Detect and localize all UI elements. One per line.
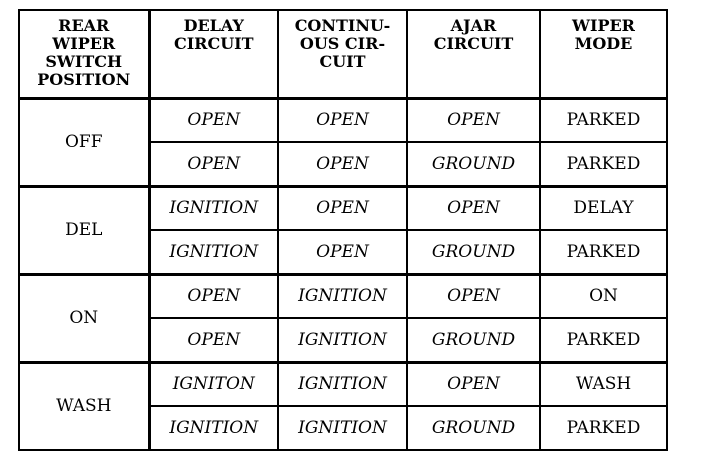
switch-position-cell: DEL: [19, 186, 149, 274]
switch-position-cell: ON: [19, 274, 149, 362]
rear-wiper-logic-table: [18, 9, 668, 451]
continuous-circuit-cell: IGNITION: [278, 274, 407, 318]
switch-position-cell: WASH: [19, 362, 149, 450]
table-row: [19, 186, 667, 230]
wiper-mode-cell: PARKED: [540, 98, 667, 142]
header-delay-circuit: [149, 10, 278, 98]
continuous-circuit-cell: OPEN: [278, 98, 407, 142]
delay-circuit-cell: IGNITION: [149, 186, 278, 230]
switch-position-cell: OFF: [19, 98, 149, 186]
header-line: SWITCH: [45, 52, 123, 71]
delay-circuit-cell: OPEN: [149, 274, 278, 318]
header-row: [19, 10, 667, 98]
wiper-mode-cell: WASH: [540, 362, 667, 406]
header-line: AJAR: [450, 16, 497, 35]
continuous-circuit-cell: OPEN: [278, 142, 407, 186]
ajar-circuit-cell: OPEN: [407, 362, 540, 406]
header-line: CONTINU-: [294, 16, 391, 35]
table-row: [19, 362, 667, 406]
header-line: WIPER: [52, 34, 116, 53]
header-line: DELAY: [183, 16, 244, 35]
table-row: [19, 98, 667, 142]
header-continuous-circuit: [278, 10, 407, 98]
wiper-mode-cell: PARKED: [540, 230, 667, 274]
header-line: MODE: [574, 34, 633, 53]
delay-circuit-cell: OPEN: [149, 98, 278, 142]
delay-circuit-cell: IGNITON: [149, 362, 278, 406]
header-switch-position: [19, 10, 149, 98]
continuous-circuit-cell: IGNITION: [278, 406, 407, 450]
ajar-circuit-cell: OPEN: [407, 274, 540, 318]
continuous-circuit-cell: OPEN: [278, 186, 407, 230]
header-line: REAR: [58, 16, 110, 35]
delay-circuit-cell: OPEN: [149, 318, 278, 362]
header-line: POSITION: [37, 70, 131, 89]
ajar-circuit-cell: GROUND: [407, 230, 540, 274]
continuous-circuit-cell: OPEN: [278, 230, 407, 274]
delay-circuit-cell: OPEN: [149, 142, 278, 186]
header-line: CUIT: [319, 52, 366, 71]
table-row: [19, 274, 667, 318]
header-ajar-circuit: [407, 10, 540, 98]
wiper-mode-cell: PARKED: [540, 318, 667, 362]
ajar-circuit-cell: OPEN: [407, 186, 540, 230]
ajar-circuit-cell: GROUND: [407, 142, 540, 186]
ajar-circuit-cell: GROUND: [407, 318, 540, 362]
header-wiper-mode: [540, 10, 667, 98]
header-line: OUS CIR-: [299, 34, 386, 53]
header-line: CIRCUIT: [433, 34, 514, 53]
ajar-circuit-cell: OPEN: [407, 98, 540, 142]
continuous-circuit-cell: IGNITION: [278, 362, 407, 406]
header-line: CIRCUIT: [173, 34, 254, 53]
header-line: WIPER: [572, 16, 635, 35]
wiper-mode-cell: DELAY: [540, 186, 667, 230]
delay-circuit-cell: IGNITION: [149, 230, 278, 274]
delay-circuit-cell: IGNITION: [149, 406, 278, 450]
wiper-mode-cell: PARKED: [540, 142, 667, 186]
ajar-circuit-cell: GROUND: [407, 406, 540, 450]
continuous-circuit-cell: IGNITION: [278, 318, 407, 362]
wiper-mode-cell: ON: [540, 274, 667, 318]
wiper-mode-cell: PARKED: [540, 406, 667, 450]
